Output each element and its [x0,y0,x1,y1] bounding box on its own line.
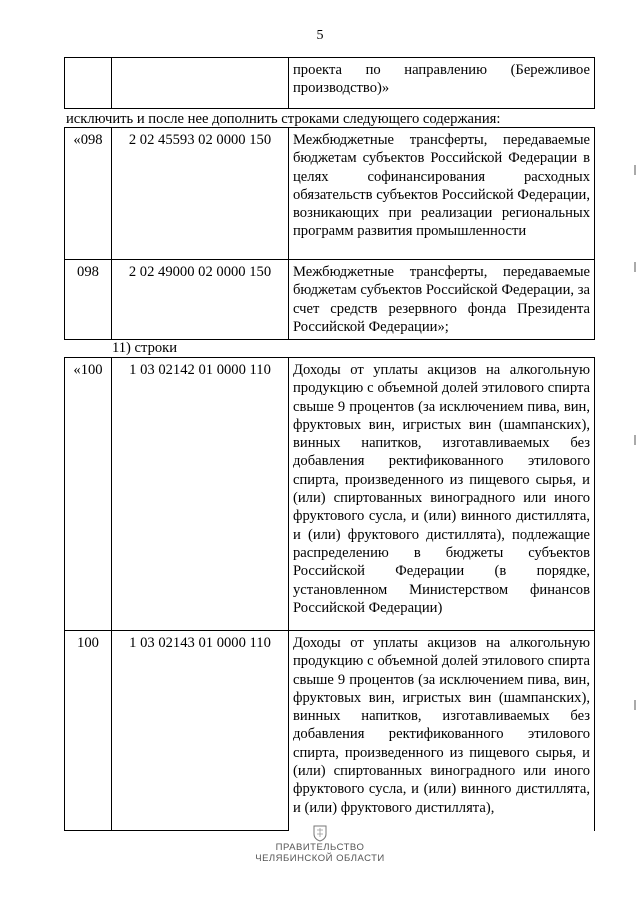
table-row [65,58,595,109]
table-continuation [64,57,595,109]
description-cell [289,358,595,631]
government-stamp [230,824,410,880]
description-cell [289,631,595,831]
description-cell [289,260,595,340]
code-cell: «100 [65,358,112,631]
table-row [65,631,595,831]
scan-mark [634,165,636,175]
code-cell: «098 [65,128,112,260]
intro-paragraph: исключить и после нее дополнить строками следующего содержания: [66,111,501,127]
scan-mark [634,262,636,272]
kbk-cell: 2 02 45593 02 0000 150 [112,128,289,260]
code-cell [65,58,112,109]
description-text: Межбюджетные трансферты, передаваемые бюджетам субъектов Российской Федерации в целях софинансирования расходных обязательств субъектов Российской Федерации, возникающих при реализации региональных программ развития промышленности [293,132,590,240]
scan-mark [634,700,636,710]
stamp-line-1: ПРАВИТЕЛЬСТВО [275,842,365,853]
page-number: 5 [316,28,324,43]
description-text: Доходы от уплаты акцизов на алкогольную продукцию с объемной долей этилового спирта свыше 9 процентов (за исключением пива, вин, фруктовых вин, игристых вин (шампанских), винных напитков, изготавливаемых без добавления ректификованного этилового спирта, произведенного из пищевого сырья, и (или) спиртованных виноградного или иного фруктового сусла, и (или) винного дистиллята, и (или) фруктового дистиллята), подлежащие распределению в бюджеты субъектов Российской Федерации (в порядке, установленном Министерством финансов Российской Федерации) [293,362,590,616]
description-text: проекта по направлению (Бережливое производство)» [293,62,590,97]
kbk-cell: 2 02 49000 02 0000 150 [112,260,289,340]
stamp-line-2: ЧЕЛЯБИНСКОЙ ОБЛАСТИ [255,853,385,864]
description-text: Доходы от уплаты акцизов на алкогольную продукцию с объемной долей этилового спирта свыше 9 процентов (за исключением пива, вин, фруктовых вин, игристых вин (шампанских), винных напитков, изготавливаемых без добавления ректификованного этилового спирта, произведенного из пищевого сырья, и (или) спиртованных виноградного или иного фруктового сусла, и (или) винного дистиллята, и (или) фруктового дистиллята), [293,635,590,816]
description-cell [289,58,595,109]
kbk-cell: 1 03 02142 01 0000 110 [112,358,289,631]
coat-of-arms-icon [312,824,328,842]
kbk-cell [112,58,289,109]
code-cell: 100 [65,631,112,831]
item-label: 11) строки [112,340,178,356]
table-row [65,260,595,340]
kbk-cell: 1 03 02143 01 0000 110 [112,631,289,831]
table-row [65,358,595,631]
table-strings [64,357,595,831]
scan-mark [634,435,636,445]
table-additions [64,127,595,340]
table-row [65,128,595,260]
code-cell: 098 [65,260,112,340]
description-text: Межбюджетные трансферты, передаваемые бюджетам субъектов Российской Федерации, за счет средств резервного фонда Президента Российской Федерации»; [293,264,590,335]
description-cell [289,128,595,260]
